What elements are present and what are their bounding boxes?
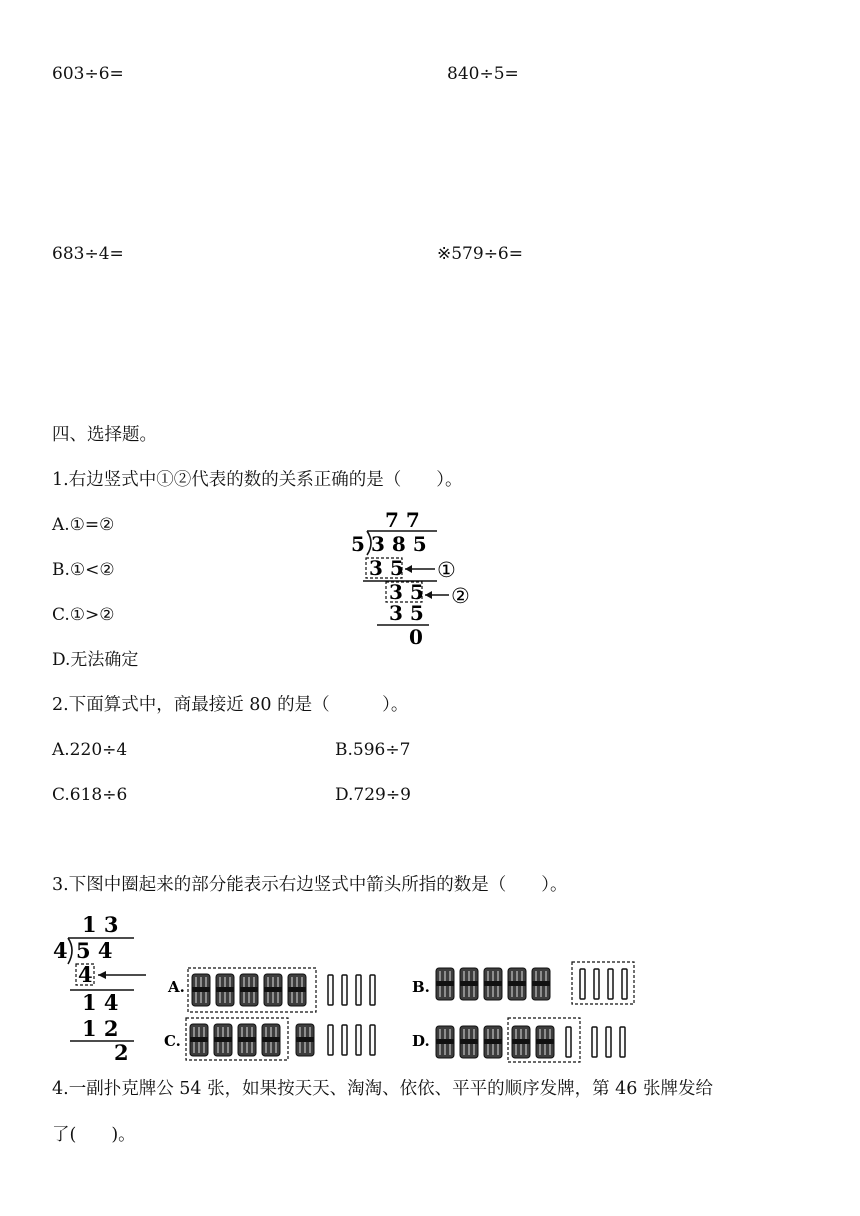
q3-divisor: 4 xyxy=(53,938,68,963)
question-2-stem: 2.下面算式中，商最接近 80 的是（ ）。 xyxy=(52,695,409,715)
question-4-line-2: 了( )。 xyxy=(52,1125,136,1145)
calc-problem-4: ※579÷6= xyxy=(437,244,523,264)
calc-problem-1: 603÷6= xyxy=(52,64,124,84)
q3-remainder: 2 xyxy=(114,1040,129,1060)
q1-option-a: A.①=② xyxy=(52,515,115,535)
q3-step-1: 4 xyxy=(78,962,93,987)
q2-option-c: C.618÷6 xyxy=(52,785,128,805)
q1-option-b: B.①<② xyxy=(52,560,115,580)
q3-long-division-figure xyxy=(50,910,160,1060)
q1-step-3: 3 5 xyxy=(389,601,424,625)
q2-option-d: D.729÷9 xyxy=(335,785,411,805)
q3-quotient: 1 3 xyxy=(82,912,119,937)
question-3-stem: 3.下图中圈起来的部分能表示右边竖式中箭头所指的数是（ ）。 xyxy=(52,875,568,895)
q1-dividend: 3 8 5 xyxy=(371,532,427,556)
q1-option-c: C.①>② xyxy=(52,605,115,625)
q3-choice-d-bundles xyxy=(436,1026,554,1058)
q3-dividend: 5 4 xyxy=(76,938,113,963)
q1-remainder: 0 xyxy=(409,625,423,649)
q1-long-division-figure xyxy=(345,505,485,650)
calc-problem-3: 683÷4= xyxy=(52,244,124,264)
q1-divisor: 5 xyxy=(351,532,365,556)
q3-choice-c-bundles xyxy=(190,1024,314,1056)
q3-choice-c-sticks xyxy=(328,1025,375,1055)
q1-option-d: D.无法确定 xyxy=(52,650,139,670)
q1-marker-2: ② xyxy=(451,584,470,608)
q2-option-a: A.220÷4 xyxy=(52,740,128,760)
calc-problem-2: 840÷5= xyxy=(447,64,519,84)
q3-choice-pictures xyxy=(160,958,640,1063)
q3-choice-d-label: D. xyxy=(412,1032,430,1050)
q3-choice-a-bundles xyxy=(192,974,306,1006)
q3-choice-b-bundles xyxy=(436,968,550,1000)
q1-marker-1: ① xyxy=(437,558,456,582)
q3-step-3: 1 2 xyxy=(82,1016,119,1041)
q1-step-1: 3 5 xyxy=(369,556,404,580)
q3-choice-b-sticks xyxy=(580,969,627,999)
question-4-line-1: 4.一副扑克牌公 54 张，如果按天天、淘淘、依依、平平的顺序发牌，第 46 张牌发给 xyxy=(52,1079,713,1099)
q3-step-2: 1 4 xyxy=(82,990,119,1015)
q3-choice-d-sticks xyxy=(566,1027,625,1057)
q1-quotient: 7 7 xyxy=(385,508,420,532)
q3-choice-a-label: A. xyxy=(168,978,185,996)
section-title: 四、选择题。 xyxy=(52,425,157,445)
q2-option-b: B.596÷7 xyxy=(335,740,411,760)
q3-choice-c-label: C. xyxy=(164,1032,181,1050)
q3-choice-b-label: B. xyxy=(412,978,430,996)
question-1-stem: 1.右边竖式中①②代表的数的关系正确的是（ ）。 xyxy=(52,470,463,490)
q3-choice-a-sticks xyxy=(328,975,375,1005)
q1-step-2: 3 5 xyxy=(389,580,424,604)
